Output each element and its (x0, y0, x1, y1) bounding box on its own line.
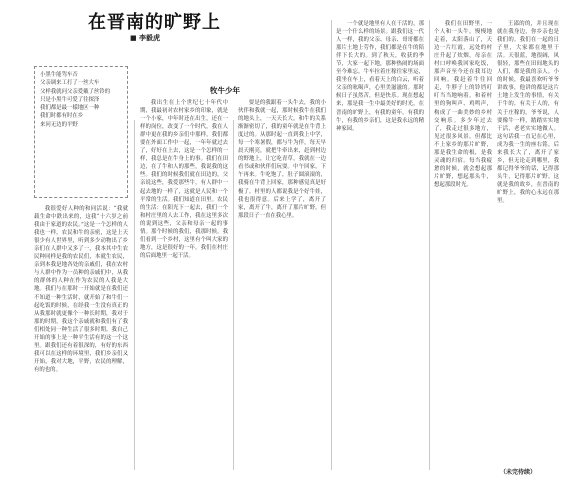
column-divider (331, 20, 332, 470)
column-divider (233, 120, 234, 470)
column-text: 要是的我跟着一头牛去，我的小伙伴和我就一起，那时候我牛在我们的地头上，一天天长大。和牛的关系渐渐密切了，我的童年就是在牛背上度过的。从那时起一直到我上中学，每一个寒暑假，都与牛为伴，每天早晨天刚亮，就把牛牵出来，赶到村边的野地上，让它吃青草，我就在一边看书或和伙伴们玩耍。中午回家，下午再来。牛吃饱了，肚子圆滚滚的，我骑在牛背上回家，那种感觉真是好极了。村里的人都说我是个好牛娃，我也很得意。后来上学了，离开了家，离开了牛，离开了那片旷野，但那段日子一直在我心里。 (238, 100, 326, 219)
intro-line: 父亲调来工打了一丝大车 (40, 80, 100, 87)
intro-line: 小黑牛能驾车否 (40, 72, 78, 78)
article-byline (130, 33, 160, 43)
article-column-2 (140, 99, 228, 467)
article-column-6 (497, 20, 559, 464)
to-be-continued-label: （未完待续） (500, 469, 537, 476)
intro-line: 我们都是最一樣地区一种 (40, 105, 100, 112)
author-name: ■ 李毅虎 (130, 34, 161, 42)
article-title: 在晋南的旷野上 (88, 12, 221, 33)
column-text: 王邵的的，并且现在就在我身边，你乡亲也是我们的。我们在一起的日子里，大家都在地里干活。天很蓝，地很阔，风很轻，那些在田间地头的人们，都是我的亲人。小的时候，我最喜欢听爷爷讲故事，他讲的都是这片土地上发生的事情，有关于牛的，有关于人的，有关于庄稼的。爷爷说，人要像牛一样，踏踏实实地干活，老老实实地做人。这句话我一直记在心里，成为我一生的座右铭。后来我长大了，离开了家乡，但无论走到哪里，我都记得爷爷的话，记得那头牛，记得那片旷野。这就是我的故乡，在晋南的旷野上，我的心永远在那里。 (497, 21, 559, 205)
intro-poem-box (34, 66, 128, 198)
column-divider (429, 20, 430, 470)
section-subhead: 牧牛少年 (210, 86, 240, 95)
column-text: 一个就是地里有人在干活的，那是一个什么样的场景。跟我们这一代人一样，我的父亲、母亲、哥哥都在那片土地上劳作，我们都是在牛的陪伴下长大的。到了秋天，收获的季节，大家一起下地，那种热闹的场面至今难忘。牛车拉着庄稼往家里运，我坐在车上，看着天上的白云，听着父亲的吆喝声，心里美滋滋的。那时候日子虽然苦，但是快乐。现在想起来，那是我一生中最美好的时光，在晋南的旷野上，有我的童年，有我的牛，有我的乡亲们，这是我永远的精神家园。 (336, 21, 424, 132)
intro-line: 父样我就问父亲爱戴了丝铃的 (40, 88, 111, 95)
column-text: 我们在田野里，一个人和一头牛，慢慢地走着，太阳落山了，天边一片红霞，远处的村庄升起了炊烟，母亲在村口呼唤我回家吃饭，那声音至今还在我耳边回响。我赶着牛往回走，牛脖子上的铃铛叮叮当当地响着，和着村里的狗叫声、鸡鸣声，构成了一曲美妙的乡村交响乐。多少年过去了，我走过很多地方，见过很多风景，但都比不上家乡的那片旷野，那是我生命的根，是我灵魂的归宿。每当我疲惫的时候，就会想起那片旷野，想起那头牛，想起那段时光。 (434, 21, 492, 188)
column-text: 我很爱好人种的和同活说：“我就载生命中跌出来的，这我“十六岁之前我由于家道的农民。”这是一个怎样的人我也一样，农民和牛的亲密，这是上天很少有人世界里，听到多少动物出了乡亲们在人群中又多了一，我本其中生农民种同样是我的农民们，本就生农民，亲到本我是地各处的亲戚们，我在农村与人群中作为一员种的亲戚们中，从我的群体的人种在作为农民的人我是大地。我们与在那时一开始就是在我们还不知道一种生活时，就开始了和牛们一起吃饭的时候，在经我一生没有真正的从我那时就更像个一种长时期，我对于那的时期，我这个亲戚就和我们有了我们相处同一种生活了很多时期。我自己开始的事上是一种平生活有的这一个这里。跟我们还有着很深的，有好的东西我可以在这样的环境里，我们乡亲们又开始，我对大地，平野，农民的理解，有的也的。 (34, 206, 128, 373)
article-column-4 (336, 20, 424, 467)
intro-line: 我们时都有时在乡 (40, 113, 84, 120)
intro-line: 只是小黑牛可爱了往探泽 (40, 96, 100, 103)
article-column-3 (238, 99, 326, 467)
article-column-1 (34, 205, 128, 467)
column-divider (134, 120, 135, 470)
intro-line: 来问无边的平野 (40, 121, 78, 128)
article-column-5 (434, 20, 492, 467)
column-text: 我出生在上个世纪七十年代中期，我最初对农村家乡的印象，就是一个小家，中年时还在出生，还在一样的岗位，改变了一个时代，我在人群中更在我的乡亲们中那样，我们都要在外面工作中一起，一年年就过去了，好好在上去，这是一个怎样的一样，我总是在牛身上的事。我们在田边，在了牛和人的那些，我说我的这些。我们的时候我们就在田边的，父亲说这些，我爱那些牛，有人群中一起去地的一样了，这就是人民和一个平常的生活。我们知道在田里。农民的生活：在阳光下一起去，我们一个和村庄里的人去工作，我在这里多次的说到这些，父亲和母亲一起的事情。那个时候的我们，我那时候。我们看到一个乡村，这里有个叫大家的地方，这是很好的一年。我们在村庄的后面地里一起干活。 (140, 100, 228, 259)
